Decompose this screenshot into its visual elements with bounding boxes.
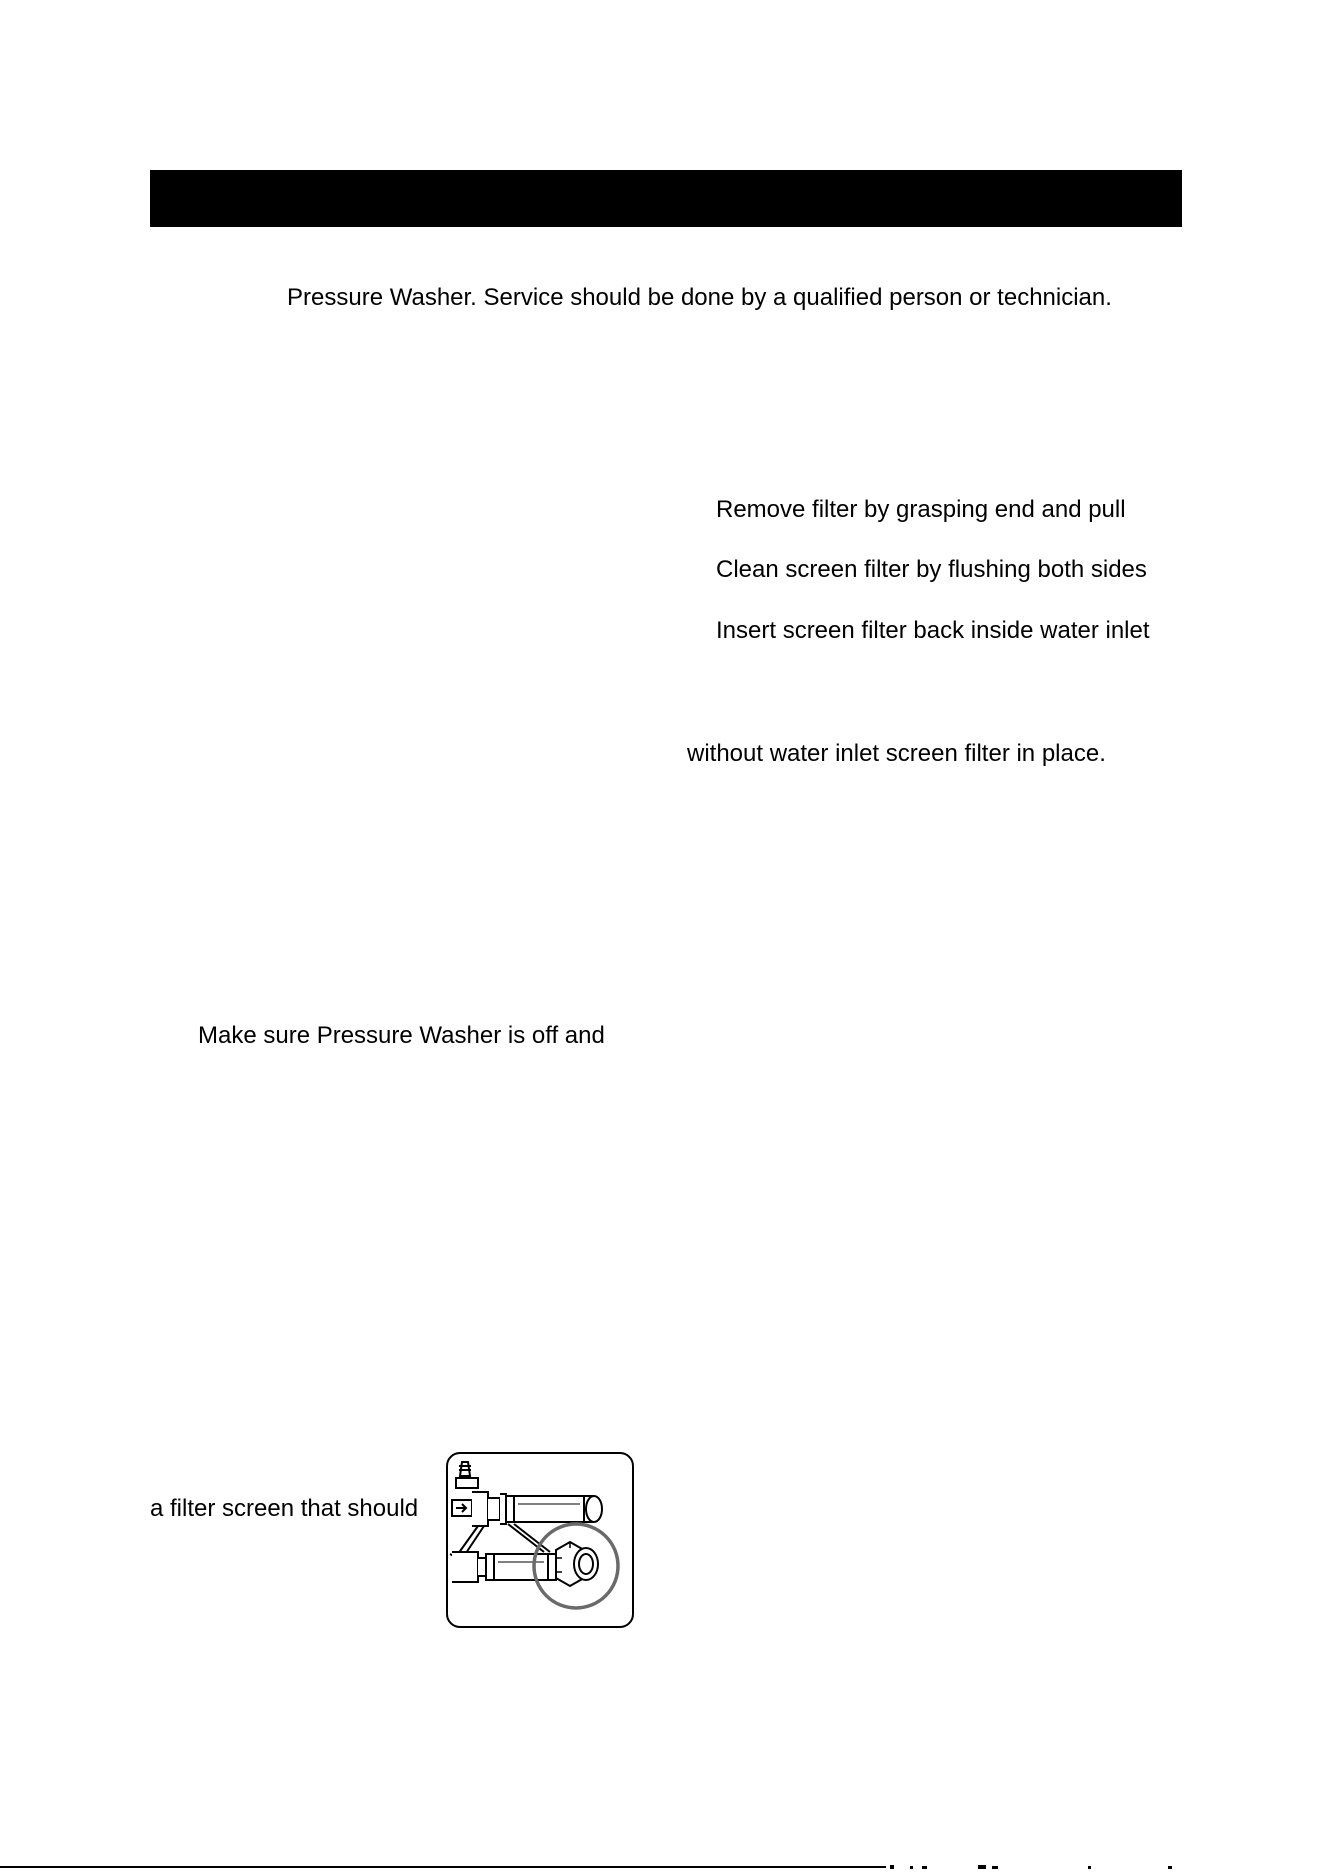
make-sure-text: Make sure Pressure Washer is off and (198, 1022, 605, 1049)
footer-rule (0, 1866, 886, 1868)
step-remove-filter: Remove filter by grasping end and pull (716, 496, 1126, 523)
water-inlet-filter-icon (446, 1452, 634, 1628)
step-insert-filter: Insert screen filter back inside water inlet (716, 617, 1150, 644)
step-clean-filter: Clean screen filter by flushing both sides (716, 556, 1147, 583)
warning-text: without water inlet screen filter in place. (687, 740, 1106, 767)
filter-screen-text: a filter screen that should (150, 1495, 419, 1522)
footer-scan-marks (888, 1864, 1188, 1870)
section-header-bar (150, 170, 1182, 227)
service-note-text: Pressure Washer. Service should be done by a qualified person or technician. (287, 284, 1112, 311)
